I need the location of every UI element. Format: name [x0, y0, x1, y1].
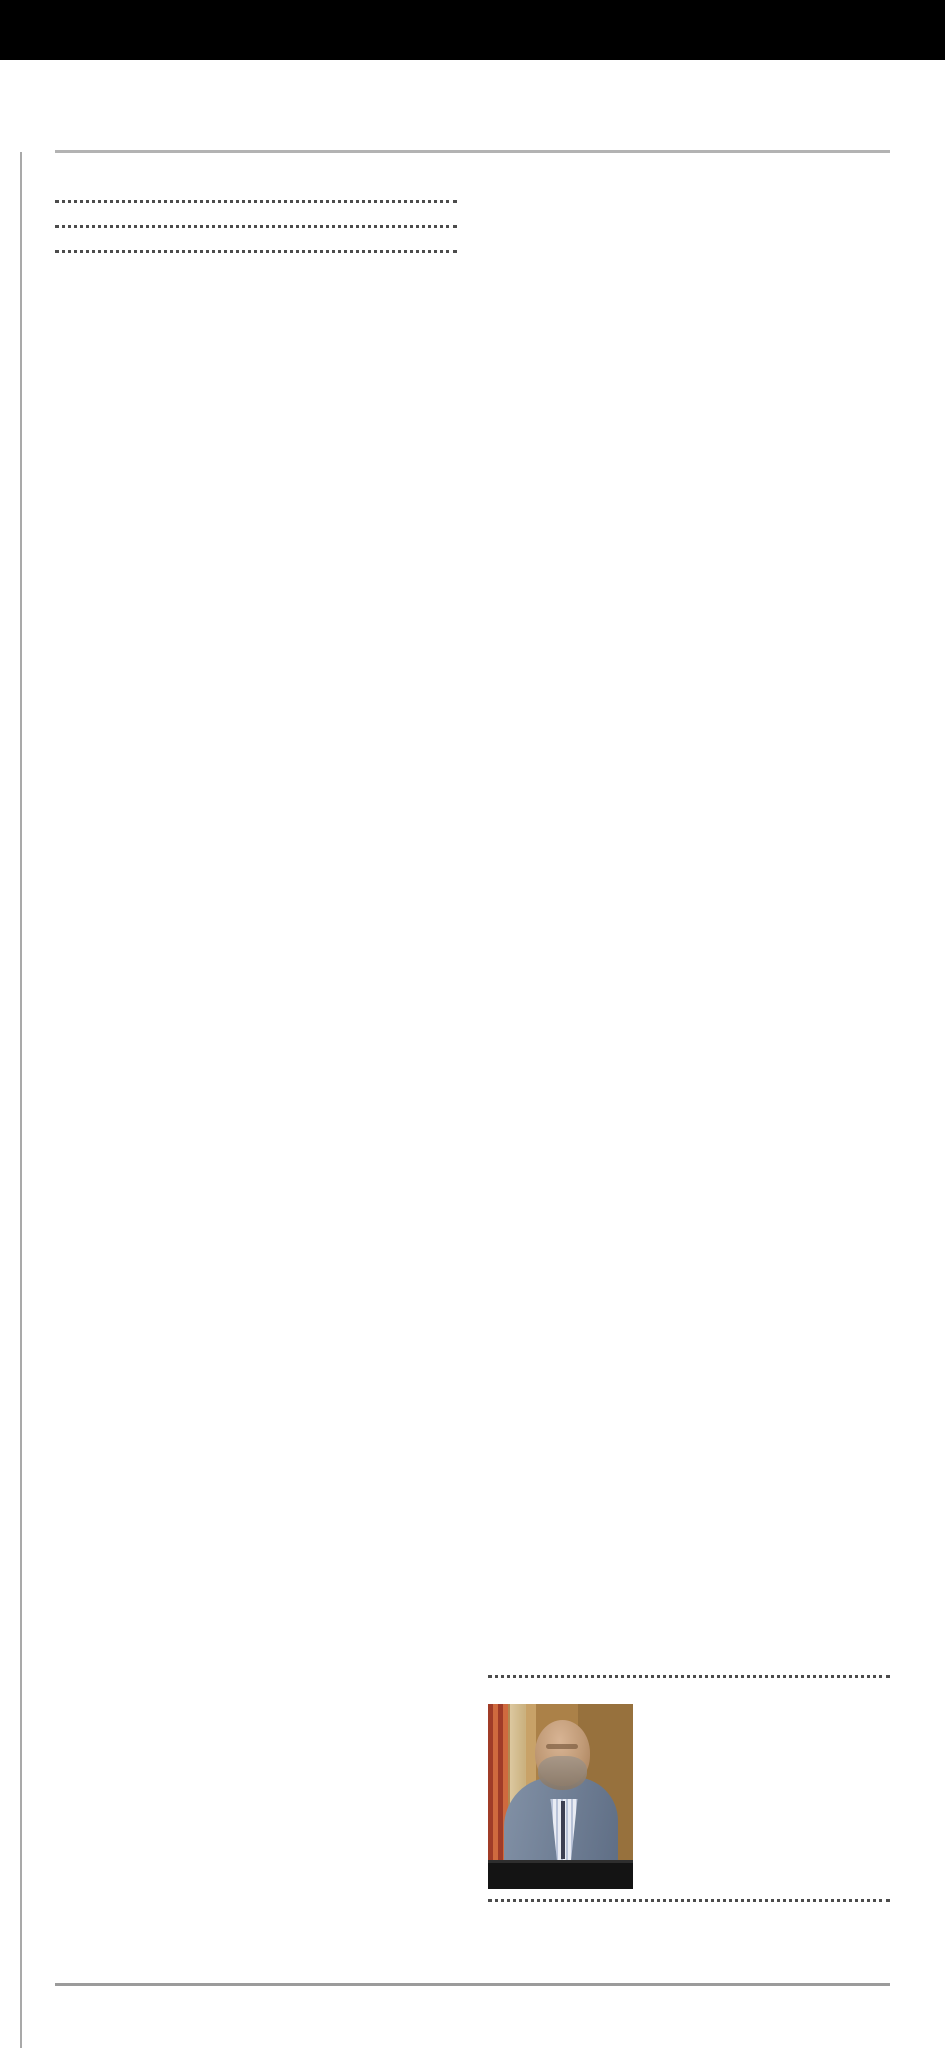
- article-columns: [55, 185, 890, 261]
- previous-article-overflow-text: [0, 60, 464, 62]
- left-column-vertical-rule: [20, 152, 22, 2048]
- photo-row: [488, 1704, 890, 1889]
- dotted-divider: [55, 250, 457, 253]
- photo-section: [488, 1675, 890, 1902]
- top-black-bar: [0, 0, 945, 60]
- speaker-lanyard: [561, 1801, 565, 1859]
- section-label: [55, 228, 457, 250]
- left-column: [55, 185, 457, 261]
- byline: [55, 203, 457, 225]
- top-strip: [0, 60, 945, 150]
- right-column: [488, 185, 890, 261]
- speaker-brow: [546, 1744, 578, 1749]
- dotted-divider: [488, 1675, 890, 1678]
- article: [55, 150, 890, 261]
- next-article-divider: [55, 1983, 890, 2008]
- dotted-divider: [488, 1899, 890, 1902]
- podium: [488, 1860, 633, 1889]
- speaker-beard: [538, 1756, 587, 1790]
- photo-giuseppe-bognoni: [488, 1704, 633, 1889]
